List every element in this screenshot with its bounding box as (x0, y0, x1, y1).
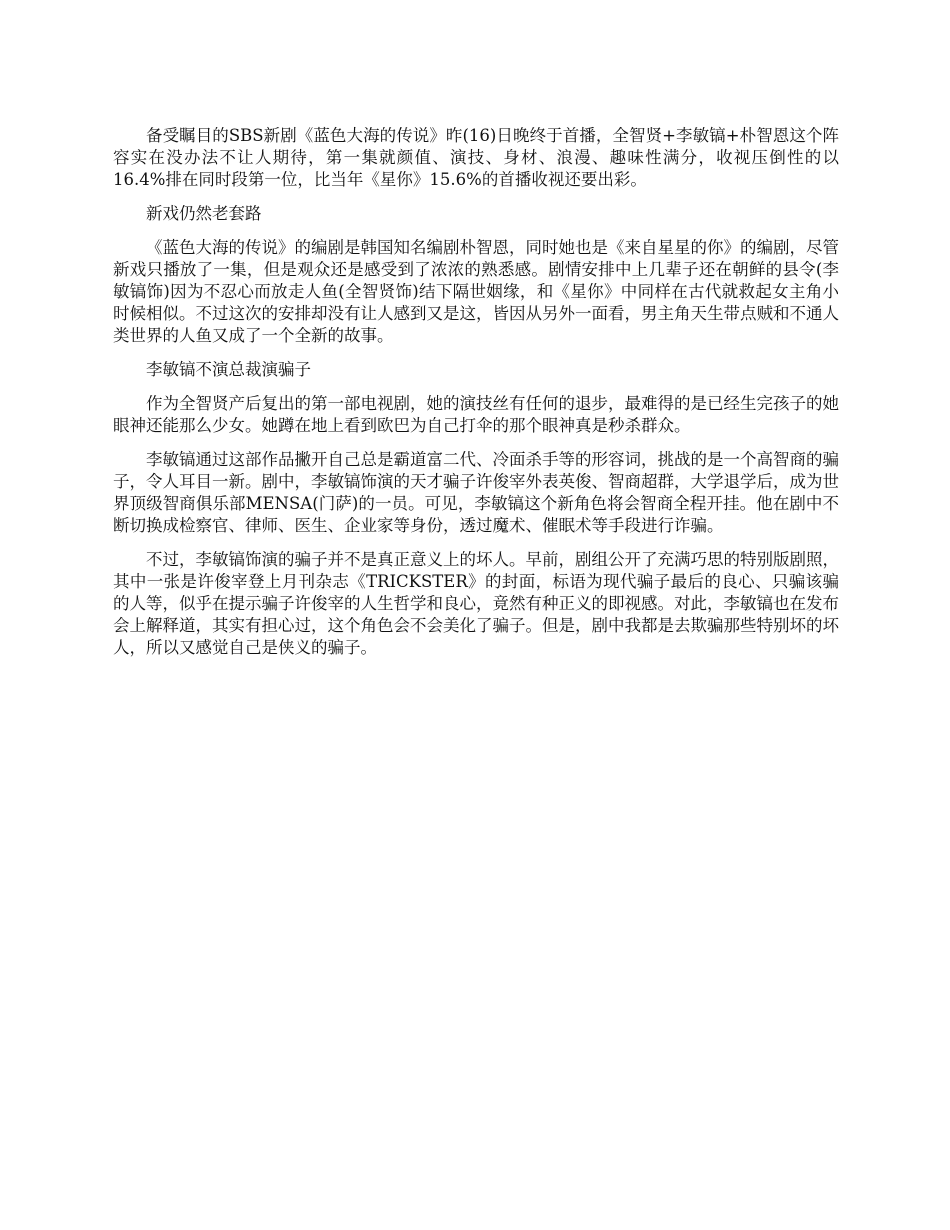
document-body (113, 125, 839, 671)
character-paragraph: 不过，李敏镐饰演的骗子并不是真正意义上的坏人。早前，剧组公开了充满巧思的特别版剧照，其中一张是许俊宰登上月刊杂志《TRICKSTER》的封面，标语为现代骗子最后的良心、只骗该骗的人等，似乎在提示骗子许俊宰的人生哲学和良心，竟然有种正义的即视感。对此，李敏镐也在发布会上解释道，其实有担心过，这个角色会不会美化了骗子。但是，剧中我都是去欺骗那些特别坏的坏人，所以又感觉自己是侠义的骗子。 (113, 550, 839, 657)
section-heading-new-drama: 新戏仍然老套路 (146, 204, 262, 223)
actress-paragraph: 作为全智贤产后复出的第一部电视剧，她的演技丝有任何的退步，最难得的是已经生完孩子的她眼神还能那么少女。她蹲在地上看到欧巴为自己打伞的那个眼神真是秒杀群众。 (113, 394, 839, 435)
section-heading-con-man: 李敏镐不演总裁演骗子 (146, 360, 311, 379)
actor-role-paragraph: 李敏镐通过这部作品撇开自己总是霸道富二代、冷面杀手等的形容词，挑战的是一个高智商的骗子，令人耳目一新。剧中，李敏镐饰演的天才骗子许俊宰外表英俊、智商超群，大学退学后，成为世界顶级智商俱乐部MENSA(门萨)的一员。可见，李敏镐这个新角色将会智商全程开挂。他在剧中不断切换成检察官、律师、医生、企业家等身份，透过魔术、催眠术等手段进行诈骗。 (113, 450, 839, 535)
screenwriter-paragraph: 《蓝色大海的传说》的编剧是韩国知名编剧朴智恩，同时她也是《来自星星的你》的编剧，尽管新戏只播放了一集，但是观众还是感受到了浓浓的熟悉感。剧情安排中上几辈子还在朝鲜的县令(李敏镐饰)因为不忍心而放走人鱼(全智贤饰)结下隔世姻缘，和《星你》中同样在古代就救起女主角小时候相似。不过这次的安排却没有让人感到又是这，皆因从另外一面看，男主角天生带点贼和不通人类世界的人鱼又成了一个全新的故事。 (113, 238, 839, 345)
intro-paragraph: 备受瞩目的SBS新剧《蓝色大海的传说》昨(16)日晚终于首播，全智贤+李敏镐+朴智恩这个阵容实在没办法不让人期待，第一集就颜值、演技、身材、浪漫、趣味性满分，收视压倒性的以16.4%排在同时段第一位，比当年《星你》15.6%的首播收视还要出彩。 (113, 126, 839, 189)
